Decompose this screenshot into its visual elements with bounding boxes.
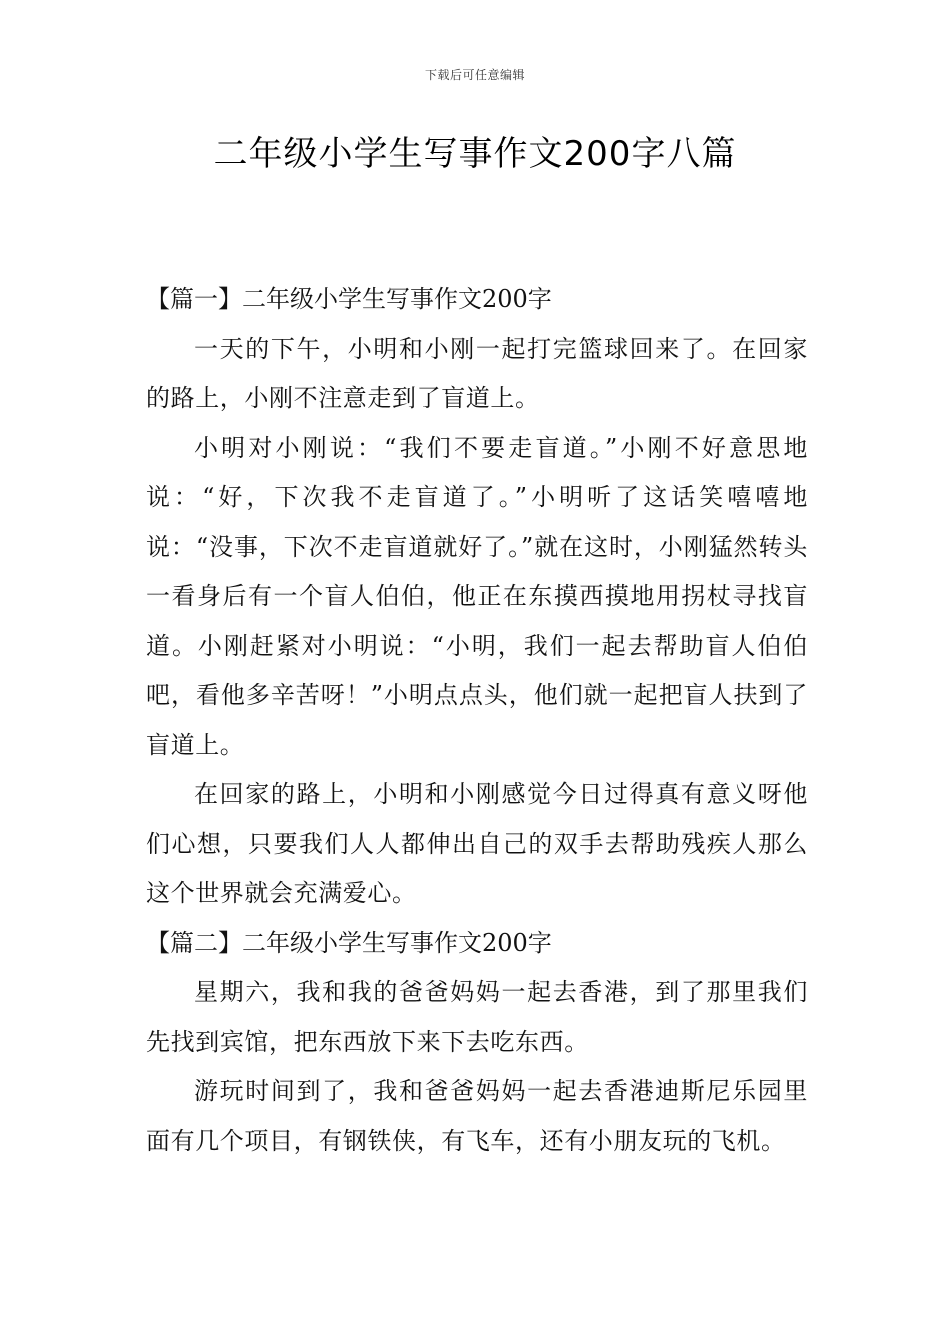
- paragraph: 在回家的路上，小明和小刚感觉今日过得真有意义呀他们心想，只要我们人人都伸出自己的双手去帮助残疾人那么这个世界就会充满爱心。: [146, 780, 808, 907]
- paragraph: 小明对小刚说：“我们不要走盲道。”小刚不好意思地说：“好，下次我不走盲道了。”小明听了这话笑嘻嘻地说：“没事，下次不走盲道就好了。”就在这时，小刚猛然转头一看身后有一个盲人伯伯，他正在东摸西摸地用拐杖寻找盲道。小刚赶紧对小明说：“小明，我们一起去帮助盲人伯伯吧，看他多辛苦呀！”小明点点头，他们就一起把盲人扶到了盲道上。: [146, 433, 808, 759]
- document-title: 二年级小学生写事作文200字八篇: [213, 134, 737, 174]
- header-note: 下载后可任意编辑: [424, 68, 525, 82]
- paragraph: 游玩时间到了，我和爸爸妈妈一起去香港迪斯尼乐园里面有几个项目，有钢铁侠，有飞车，还有小朋友玩的飞机。: [146, 1077, 808, 1155]
- section-heading: 【篇二】二年级小学生写事作文200字: [146, 928, 552, 957]
- paragraph: 星期六，我和我的爸爸妈妈一起去香港，到了那里我们先找到宾馆，把东西放下来下去吃东西。: [146, 978, 808, 1056]
- paragraph: 一天的下午，小明和小刚一起打完篮球回来了。在回家的路上，小刚不注意走到了盲道上。: [146, 334, 808, 412]
- document-body: [146, 275, 808, 1166]
- section-heading: 【篇一】二年级小学生写事作文200字: [146, 285, 552, 313]
